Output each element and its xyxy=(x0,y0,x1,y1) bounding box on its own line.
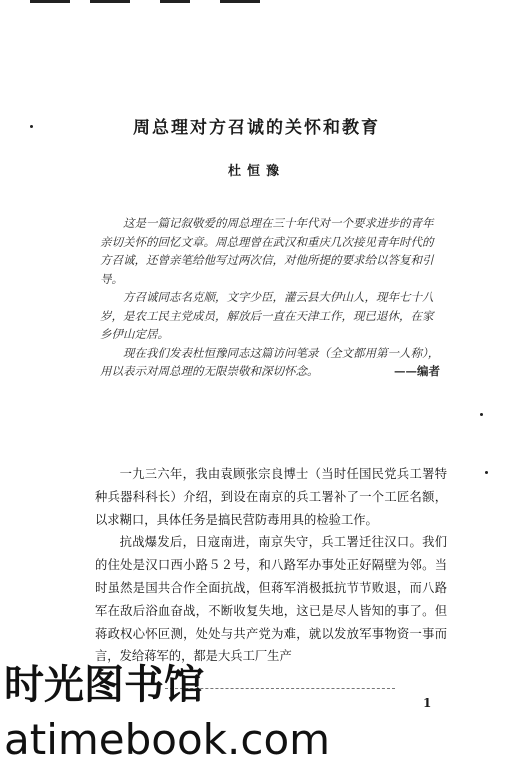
editor-note-paragraph: 方召诚同志名克顺，文字少臣，灌云县大伊山人，现年七十八岁，是农工民主党成员，解放后一直在天津工作，现已退休，在家乡伊山定居。 xyxy=(100,290,434,341)
article-author: 杜恒豫 xyxy=(227,164,285,179)
article-title: 周总理对方召诚的关怀和教育 xyxy=(133,118,380,138)
margin-mark xyxy=(480,413,483,416)
body-paragraph: 抗战爆发后，日寇南进，南京失守，兵工署迁往汉口。我们的住处是汉口西小路５２号，和八路军办事处正好隔壁为邻。当时虽然是国共合作全面抗战，但蒋军消极抵抗节节败退，而八路军在敌后浴血奋战，不断收复失地，这已是尽人皆知的事了。但蒋政权心怀叵测，处处与共产党为难，就以发放军事物资一事而言，发给蒋军的，都是大兵工厂生产 xyxy=(95,535,447,664)
page-number: 1 xyxy=(423,696,432,710)
editor-signature: ——编者 xyxy=(394,364,440,378)
top-edge-marks xyxy=(30,0,260,6)
body-paragraph: 一九三六年，我由袁顾张宗良博士（当时任国民党兵工署特种兵器科科长）介绍，到设在南京的兵工署补了一个工匠名额，以求糊口，具体任务是搞民营防毒用具的检验工作。 xyxy=(95,467,447,527)
editor-note xyxy=(100,214,440,381)
article-body xyxy=(95,463,447,668)
editor-note-paragraph: 现在我们发表杜恒豫同志这篇访问笔录（全文都用第一人称），用以表示对周总理的无限崇敬和深切怀念。 xyxy=(100,345,440,378)
watermark-chinese: 时光图书馆 xyxy=(4,662,204,708)
editor-note-paragraph: 这是一篇记叙敬爱的周总理在三十年代对一个要求进步的青年亲切关怀的回忆文章。周总理曾在武汉和重庆几次接见青年时代的方召诚，还曾亲笔给他写过两次信，对他所提的要求给以答复和引导。 xyxy=(100,216,434,286)
margin-mark xyxy=(485,471,488,474)
watermark-url: atimebook.com xyxy=(4,715,331,764)
